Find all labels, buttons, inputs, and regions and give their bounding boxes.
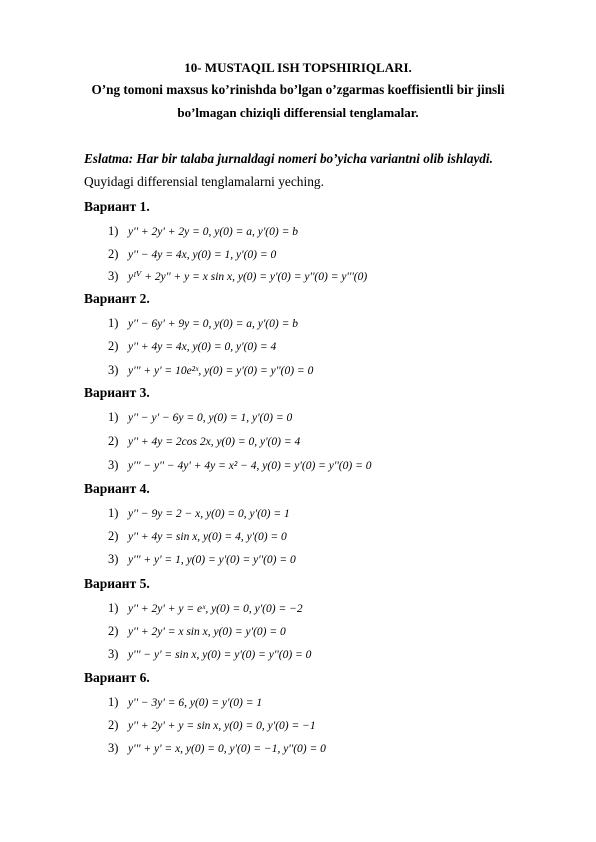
- task-item: [108, 506, 290, 521]
- task-item: [108, 410, 292, 425]
- task-number: 2): [108, 339, 119, 353]
- document-subtitle-line1: O’ng tomoni maxsus ko’rinishda bo’lgan o’zgarmas koeffisientli bir jinsli: [91, 82, 505, 97]
- intro-text: Quyidagi differensial tenglamalarni yeching.: [84, 174, 324, 189]
- task-item: [108, 624, 286, 639]
- document-title: 10- MUSTAQIL ISH TOPSHIRIQLARI.: [184, 60, 412, 75]
- task-number: 2): [108, 718, 119, 732]
- task-equation: yᴵⱽ + 2y'' + y = x sin x, y(0) = y'(0) = y''(0) = y'''(0): [128, 271, 368, 283]
- task-equation: y'' − 9y = 2 − x, y(0) = 0, y'(0) = 1: [128, 508, 290, 520]
- task-item: [108, 552, 296, 567]
- task-equation: y'' − y' − 6y = 0, y(0) = 1, y'(0) = 0: [128, 412, 293, 424]
- task-equation: y'' + 2y' = x sin x, y(0) = y'(0) = 0: [128, 626, 286, 638]
- task-equation: y''' + y' = 10e²ˣ, y(0) = y'(0) = y''(0) = 0: [128, 365, 314, 377]
- task-number: 1): [108, 695, 119, 709]
- task-equation: y'' − 6y' + 9y = 0, y(0) = a, y'(0) = b: [128, 318, 298, 330]
- task-number: 2): [108, 624, 119, 638]
- task-number: 1): [108, 410, 119, 424]
- task-item: [108, 647, 311, 662]
- task-item: [108, 434, 300, 449]
- task-item: [108, 718, 316, 733]
- document-subtitle-line2: bo’lmagan chiziqli differensial tenglamalar.: [177, 105, 419, 120]
- task-item: [108, 695, 262, 710]
- task-item: [108, 363, 313, 378]
- task-number: 2): [108, 247, 119, 261]
- task-number: 1): [108, 224, 119, 238]
- task-equation: y'' + 4y = 4x, y(0) = 0, y'(0) = 4: [128, 341, 277, 353]
- task-number: 3): [108, 363, 119, 377]
- task-item: [108, 601, 303, 616]
- task-equation: y'' + 4y = 2cos 2x, y(0) = 0, y'(0) = 4: [128, 436, 301, 448]
- task-equation: y'' − 3y' = 6, y(0) = y'(0) = 1: [128, 697, 263, 709]
- task-equation: y''' − y' = sin x, y(0) = y'(0) = y''(0) = 0: [128, 649, 312, 661]
- task-item: [108, 339, 276, 354]
- task-equation: y''' + y' = x, y(0) = 0, y'(0) = −1, y''(0) = 0: [128, 743, 326, 755]
- variant-heading: Вариант 6.: [84, 670, 150, 685]
- task-number: 3): [108, 269, 119, 283]
- task-equation: y'' − 4y = 4x, y(0) = 1, y'(0) = 0: [128, 249, 277, 261]
- task-number: 3): [108, 552, 119, 566]
- task-item: [108, 269, 367, 284]
- task-item: [108, 529, 287, 544]
- task-equation: y'' + 2y' + 2y = 0, y(0) = a, y'(0) = b: [128, 226, 298, 238]
- task-number: 3): [108, 647, 119, 661]
- variant-heading: Вариант 1.: [84, 199, 150, 214]
- task-equation: y''' + y' = 1, y(0) = y'(0) = y''(0) = 0: [128, 554, 296, 566]
- variant-heading: Вариант 2.: [84, 291, 150, 306]
- task-number: 1): [108, 506, 119, 520]
- variant-heading: Вариант 5.: [84, 576, 150, 591]
- task-number: 1): [108, 316, 119, 330]
- variant-heading: Вариант 4.: [84, 481, 150, 496]
- task-item: [108, 247, 276, 262]
- task-item: [108, 458, 371, 473]
- task-number: 3): [108, 741, 119, 755]
- task-item: [108, 316, 298, 331]
- task-item: [108, 224, 298, 239]
- task-equation: y'' + 4y = sin x, y(0) = 4, y'(0) = 0: [128, 531, 287, 543]
- task-equation: y'' + 2y' + y = sin x, y(0) = 0, y'(0) = −1: [128, 720, 316, 732]
- task-equation: y''' − y'' − 4y' + 4y = x² − 4, y(0) = y'(0) = y''(0) = 0: [128, 460, 372, 472]
- task-number: 2): [108, 529, 119, 543]
- task-number: 1): [108, 601, 119, 615]
- task-number: 3): [108, 458, 119, 472]
- note: Eslatma: Har bir talaba jurnaldagi nomeri bo’yicha variantni olib ishlaydi.: [84, 151, 493, 166]
- task-item: [108, 741, 326, 756]
- variant-heading: Вариант 3.: [84, 385, 150, 400]
- task-equation: y'' + 2y' + y = eˣ, y(0) = 0, y'(0) = −2: [128, 603, 303, 615]
- task-number: 2): [108, 434, 119, 448]
